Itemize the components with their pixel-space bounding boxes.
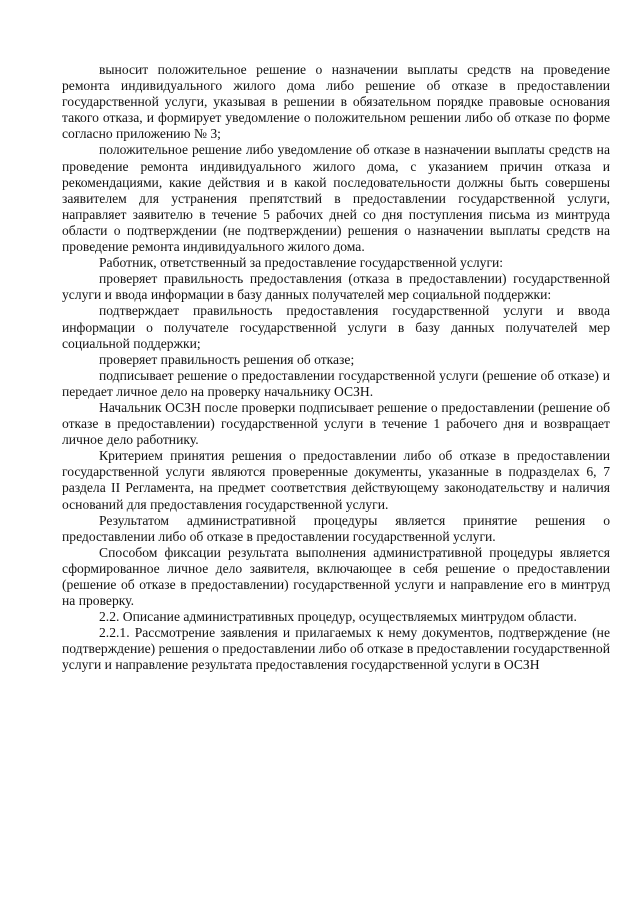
paragraph-signs-decision: подписывает решение о предоставлении государственной услуги (решение об отказе) и передает личное дело на проверку начальнику ОСЗН. — [62, 367, 610, 399]
paragraph-head-signs: Начальник ОСЗН после проверки подписывает решение о предоставлении (решение об отказе в предоставлении) государственной услуги в течение 1 рабочего дня и возвращает личное дело работнику. — [62, 399, 610, 448]
paragraph-result-recording: Способом фиксации результата выполнения административной процедуры является сформированное личное дело заявителя, включающее в себя решение о предоставлении (решение об отказе в предоставлении) государственной услуги и направление его в минтруд на проверку. — [62, 544, 610, 609]
paragraph-confirms-correctness: подтверждает правильность предоставления государственной услуги и ввода информации о получателе государственной услуги в базу данных получателей мер социальной поддержки; — [62, 303, 610, 351]
paragraph-checks-correctness: проверяет правильность предоставления (отказа в предоставлении) государственной услуги и ввода информации в базу данных получателей мер социальной поддержки: — [62, 271, 610, 303]
section-heading-2-2: 2.2. Описание административных процедур, осуществляемых минтрудом области. — [99, 609, 577, 625]
paragraph-notification-sending: положительное решение либо уведомление об отказе в назначении выплаты средств на проведение ремонта индивидуального жилого дома, с указанием причин отказа и рекомендациями, какие действия и в какой последовательности должны быть совершены заявителем для устранения препятствий в предоставлении государственной услуги, направляет заявителю в течение 5 рабочих дней со дня поступления письма из минтруда области о подтверждении (не подтверждении) решения о назначении выплаты средств на проведение ремонта индивидуального жилого дома. — [62, 142, 610, 255]
paragraph-checks-refusal: проверяет правильность решения об отказе; — [99, 351, 355, 367]
document-page — [62, 62, 610, 674]
paragraph-decision-criterion: Критерием принятия решения о предоставлении либо об отказе в предоставлении государственной услуги являются проверенные документы, указанные в подразделах 6, 7 раздела II Регламента, на предмет соответствия действующему законодательству и наличия оснований для предоставления государственной услуги. — [62, 448, 610, 512]
paragraph-decision-issuance: выносит положительное решение о назначении выплаты средств на проведение ремонта индивидуального жилого дома либо решение об отказе в предоставлении государственной услуги, указывая в решении в обязательном порядке правовые основания такого отказа, и формирует уведомление о положительном решении либо об отказе по форме согласно приложению № 3; — [62, 62, 610, 142]
paragraph-procedure-result: Результатом административной процедуры является принятие решения о предоставлении либо об отказе в предоставлении государственной услуги. — [62, 512, 610, 544]
section-heading-2-2-1: 2.2.1. Рассмотрение заявления и прилагаемых к нему документов, подтверждение (не подтверждение) решения о предоставлении либо об отказе в предоставлении государственной услуги и направление результата предоставления государственной услуги в ОСЗН — [62, 625, 610, 673]
paragraph-responsible-worker: Работник, ответственный за предоставление государственной услуги: — [99, 255, 504, 271]
